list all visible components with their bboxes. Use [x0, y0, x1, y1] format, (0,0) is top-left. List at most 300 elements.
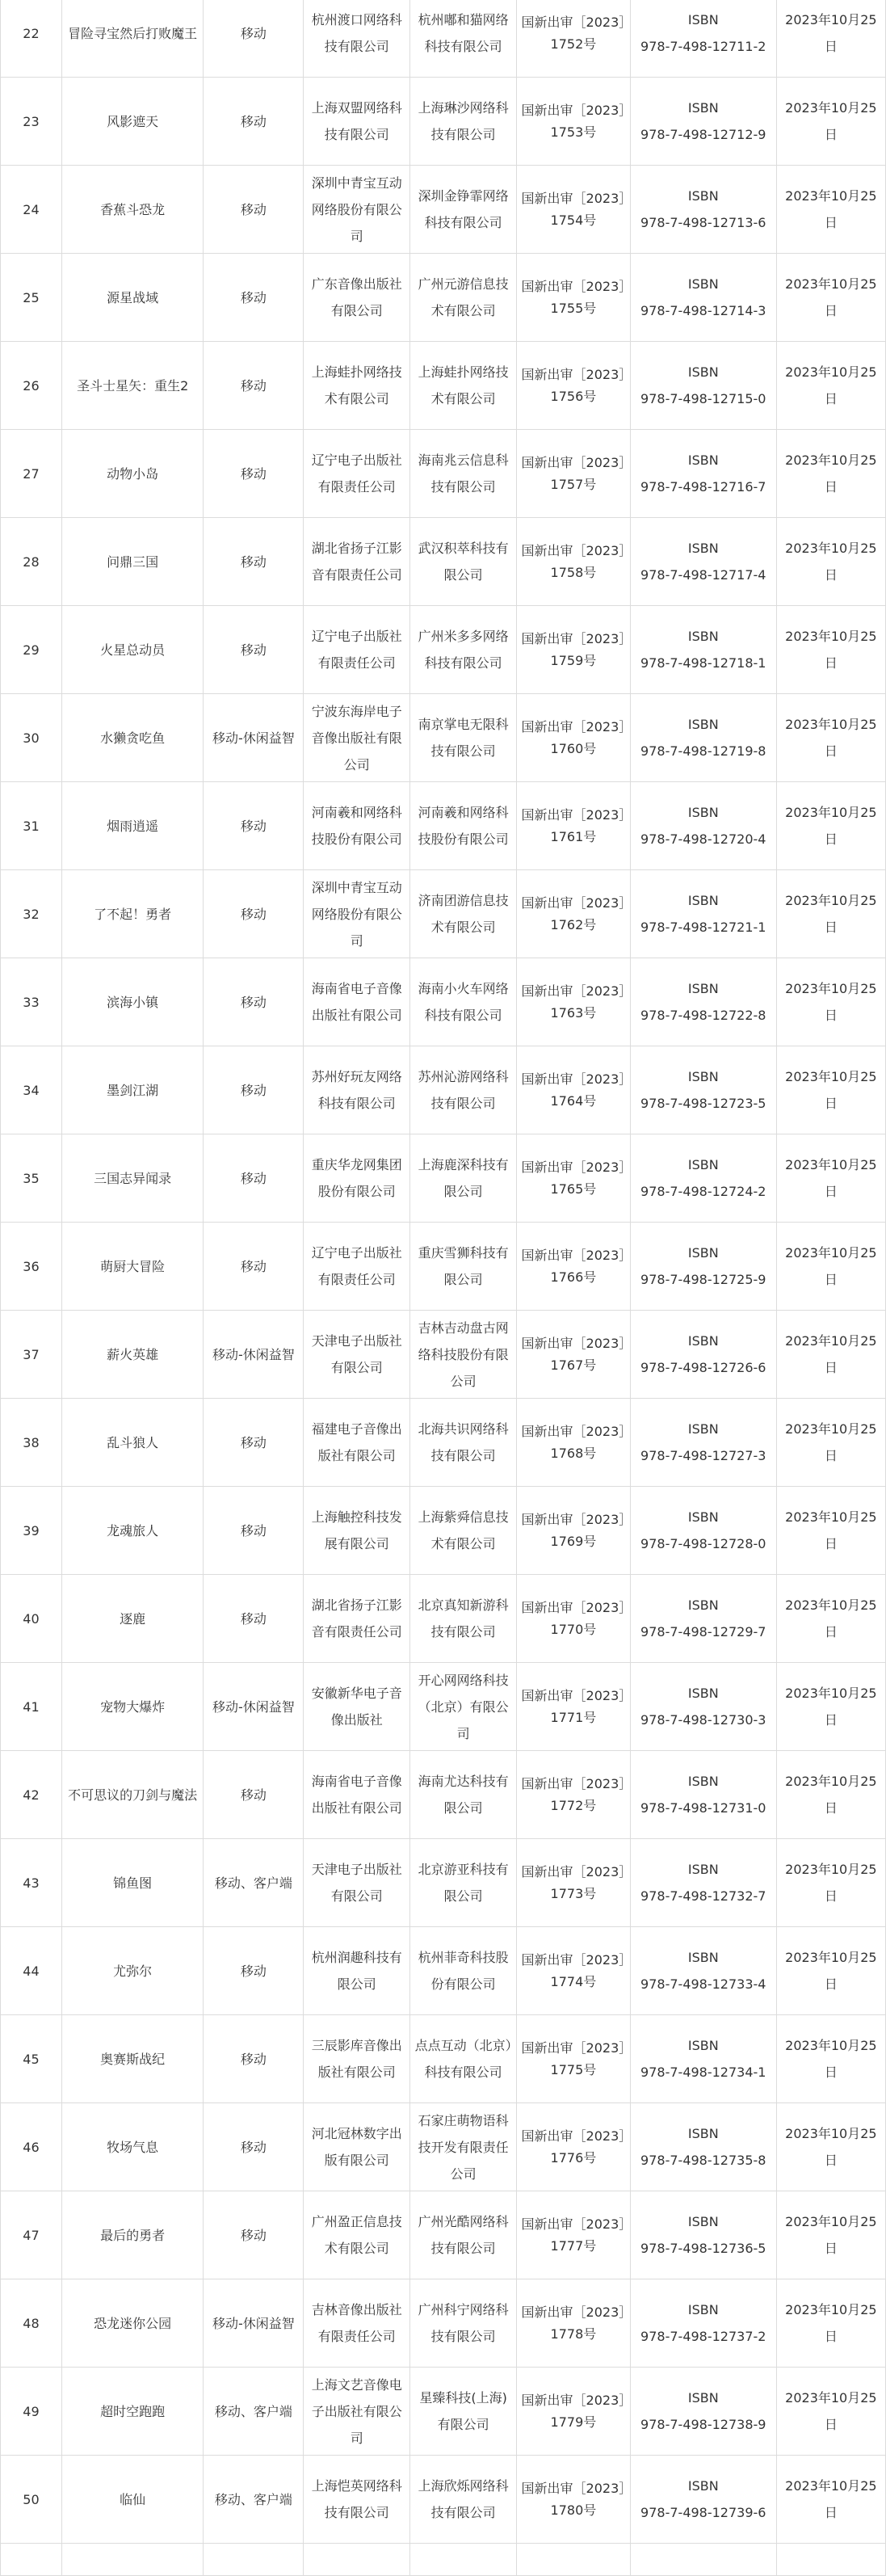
index-cell: 24 — [1, 166, 62, 254]
isbn-cell — [630, 0, 776, 78]
operator-cell: 吉林吉动盘古网络科技股份有限公司 — [410, 1311, 517, 1399]
approval-date-cell: 2023年10月25日 — [776, 78, 885, 166]
game-name-cell: 冒险寻宝然后打败魔王 — [61, 0, 203, 78]
publisher-cell: 广东音像出版社有限公司 — [304, 254, 410, 342]
publisher-cell: 辽宁电子出版社有限责任公司 — [304, 430, 410, 518]
approval-number-cell: 国新出审［2023］1771号 — [517, 1663, 631, 1751]
isbn-label: ISBN — [687, 893, 719, 908]
table-row — [1, 2015, 886, 2103]
operator-cell: 武汉积萃科技有限公司 — [410, 518, 517, 606]
operator-cell: 广州米多多网络科技有限公司 — [410, 606, 517, 694]
isbn-number: 978-7-498-12723-5 — [640, 1096, 766, 1111]
empty-cell — [204, 2544, 304, 2576]
isbn-cell — [630, 1927, 776, 2015]
table-row — [1, 1399, 886, 1487]
table-row — [1, 606, 886, 694]
publisher-cell: 湖北省扬子江影音有限责任公司 — [304, 1575, 410, 1663]
table-row — [1, 78, 886, 166]
isbn-cell — [630, 166, 776, 254]
publisher-cell: 海南省电子音像出版社有限公司 — [304, 1751, 410, 1839]
game-name-cell: 源星战域 — [61, 254, 203, 342]
empty-cell — [410, 2544, 517, 2576]
index-cell: 34 — [1, 1046, 62, 1134]
isbn-label: ISBN — [687, 2038, 719, 2053]
index-cell: 36 — [1, 1223, 62, 1311]
index-cell: 46 — [1, 2103, 62, 2191]
approval-date-cell: 2023年10月25日 — [776, 606, 885, 694]
approval-date-cell: 2023年10月25日 — [776, 870, 885, 958]
approval-number-cell: 国新出审［2023］1763号 — [517, 958, 631, 1046]
game-name-cell: 滨海小镇 — [61, 958, 203, 1046]
publisher-cell: 河北冠林数字出版有限公司 — [304, 2103, 410, 2191]
isbn-cell — [630, 958, 776, 1046]
approval-number-cell: 国新出审［2023］1765号 — [517, 1134, 631, 1223]
category-cell: 移动-休闲益智 — [204, 2279, 304, 2368]
isbn-cell — [630, 2015, 776, 2103]
approval-number-cell: 国新出审［2023］1760号 — [517, 694, 631, 782]
game-name-cell: 超时空跑跑 — [61, 2368, 203, 2456]
table-row — [1, 254, 886, 342]
category-cell: 移动、客户端 — [204, 2368, 304, 2456]
isbn-number: 978-7-498-12720-4 — [640, 831, 766, 847]
index-cell: 23 — [1, 78, 62, 166]
approval-date-cell: 2023年10月25日 — [776, 694, 885, 782]
isbn-number: 978-7-498-12727-3 — [640, 1448, 766, 1463]
index-cell: 43 — [1, 1839, 62, 1927]
approval-date-cell: 2023年10月25日 — [776, 166, 885, 254]
empty-cell — [517, 2544, 631, 2576]
operator-cell: 杭州嘟和猫网络科技有限公司 — [410, 0, 517, 78]
approval-number-cell: 国新出审［2023］1777号 — [517, 2191, 631, 2279]
isbn-label: ISBN — [687, 2126, 719, 2141]
approval-date-cell: 2023年10月25日 — [776, 342, 885, 430]
game-name-cell: 水獭贪吃鱼 — [61, 694, 203, 782]
isbn-number: 978-7-498-12712-9 — [640, 127, 766, 142]
approval-date-cell: 2023年10月25日 — [776, 430, 885, 518]
isbn-label: ISBN — [687, 1509, 719, 1525]
isbn-cell — [630, 1751, 776, 1839]
table-row — [1, 166, 886, 254]
category-cell: 移动 — [204, 606, 304, 694]
publisher-cell: 辽宁电子出版社有限责任公司 — [304, 606, 410, 694]
index-cell: 38 — [1, 1399, 62, 1487]
category-cell: 移动 — [204, 1134, 304, 1223]
index-cell: 31 — [1, 782, 62, 870]
category-cell: 移动 — [204, 78, 304, 166]
table-row — [1, 1487, 886, 1575]
isbn-label: ISBN — [687, 1157, 719, 1172]
approval-number-cell: 国新出审［2023］1779号 — [517, 2368, 631, 2456]
approval-number-cell: 国新出审［2023］1775号 — [517, 2015, 631, 2103]
approval-number-cell: 国新出审［2023］1752号 — [517, 0, 631, 78]
approval-number-cell: 国新出审［2023］1761号 — [517, 782, 631, 870]
isbn-label: ISBN — [687, 1597, 719, 1613]
table-row — [1, 342, 886, 430]
game-name-cell: 动物小岛 — [61, 430, 203, 518]
table-row — [1, 1311, 886, 1399]
category-cell: 移动 — [204, 254, 304, 342]
publisher-cell: 上海恺英网络科技有限公司 — [304, 2456, 410, 2544]
publisher-cell: 福建电子音像出版社有限公司 — [304, 1399, 410, 1487]
isbn-number: 978-7-498-12733-4 — [640, 1976, 766, 1992]
category-cell: 移动 — [204, 2015, 304, 2103]
operator-cell: 上海欣烁网络科技有限公司 — [410, 2456, 517, 2544]
publisher-cell: 上海蛙扑网络技术有限公司 — [304, 342, 410, 430]
isbn-label: ISBN — [687, 364, 719, 380]
game-name-cell: 宠物大爆炸 — [61, 1663, 203, 1751]
category-cell: 移动 — [204, 1046, 304, 1134]
isbn-cell — [630, 782, 776, 870]
isbn-cell — [630, 1487, 776, 1575]
table-row — [1, 1134, 886, 1223]
isbn-cell — [630, 2279, 776, 2368]
game-name-cell: 不可思议的刀剑与魔法 — [61, 1751, 203, 1839]
isbn-number: 978-7-498-12722-8 — [640, 1008, 766, 1023]
approval-number-cell: 国新出审［2023］1780号 — [517, 2456, 631, 2544]
index-cell: 50 — [1, 2456, 62, 2544]
isbn-number: 978-7-498-12716-7 — [640, 479, 766, 495]
isbn-number: 978-7-498-12713-6 — [640, 215, 766, 230]
operator-cell: 上海蛙扑网络技术有限公司 — [410, 342, 517, 430]
index-cell: 35 — [1, 1134, 62, 1223]
game-name-cell: 墨剑江湖 — [61, 1046, 203, 1134]
game-name-cell: 龙魂旅人 — [61, 1487, 203, 1575]
isbn-label: ISBN — [687, 629, 719, 644]
publisher-cell: 天津电子出版社有限公司 — [304, 1311, 410, 1399]
game-name-cell: 萌厨大冒险 — [61, 1223, 203, 1311]
approval-date-cell: 2023年10月25日 — [776, 2456, 885, 2544]
table-row — [1, 2456, 886, 2544]
isbn-number: 978-7-498-12736-5 — [640, 2241, 766, 2256]
category-cell: 移动 — [204, 342, 304, 430]
isbn-number: 978-7-498-12730-3 — [640, 1712, 766, 1728]
category-cell: 移动 — [204, 166, 304, 254]
publisher-cell: 杭州润趣科技有限公司 — [304, 1927, 410, 2015]
isbn-number: 978-7-498-12725-9 — [640, 1272, 766, 1287]
isbn-cell — [630, 2456, 776, 2544]
index-cell: 30 — [1, 694, 62, 782]
isbn-label: ISBN — [687, 12, 719, 27]
table-row-partial — [1, 2544, 886, 2576]
isbn-cell — [630, 1223, 776, 1311]
table-row — [1, 430, 886, 518]
category-cell: 移动 — [204, 2191, 304, 2279]
publisher-cell: 上海文艺音像电子出版社有限公司 — [304, 2368, 410, 2456]
category-cell: 移动 — [204, 870, 304, 958]
isbn-number: 978-7-498-12721-1 — [640, 920, 766, 935]
index-cell: 45 — [1, 2015, 62, 2103]
isbn-label: ISBN — [687, 1245, 719, 1261]
index-cell: 22 — [1, 0, 62, 78]
index-cell: 41 — [1, 1663, 62, 1751]
index-cell: 25 — [1, 254, 62, 342]
isbn-cell — [630, 518, 776, 606]
category-cell: 移动 — [204, 1927, 304, 2015]
game-name-cell: 逐鹿 — [61, 1575, 203, 1663]
isbn-label: ISBN — [687, 981, 719, 996]
operator-cell: 上海琳沙网络科技有限公司 — [410, 78, 517, 166]
isbn-number: 978-7-498-12739-6 — [640, 2505, 766, 2520]
table-row — [1, 2368, 886, 2456]
operator-cell: 开心网网络科技（北京）有限公司 — [410, 1663, 517, 1751]
empty-cell — [630, 2544, 776, 2576]
operator-cell: 石家庄萌物语科技开发有限责任公司 — [410, 2103, 517, 2191]
empty-cell — [776, 2544, 885, 2576]
isbn-cell — [630, 1839, 776, 1927]
isbn-number: 978-7-498-12714-3 — [640, 303, 766, 318]
category-cell: 移动 — [204, 1223, 304, 1311]
table-row — [1, 958, 886, 1046]
approval-date-cell: 2023年10月25日 — [776, 1927, 885, 2015]
operator-cell: 广州元游信息技术有限公司 — [410, 254, 517, 342]
operator-cell: 广州科宁网络科技有限公司 — [410, 2279, 517, 2368]
category-cell: 移动-休闲益智 — [204, 1311, 304, 1399]
approval-date-cell: 2023年10月25日 — [776, 1663, 885, 1751]
empty-cell — [1, 2544, 62, 2576]
table-body — [1, 0, 886, 2576]
publisher-cell: 深圳中青宝互动网络股份有限公司 — [304, 870, 410, 958]
game-name-cell: 尤弥尔 — [61, 1927, 203, 2015]
isbn-number: 978-7-498-12735-8 — [640, 2153, 766, 2168]
publisher-cell: 海南省电子音像出版社有限公司 — [304, 958, 410, 1046]
category-cell: 移动 — [204, 1751, 304, 1839]
index-cell: 42 — [1, 1751, 62, 1839]
category-cell: 移动-休闲益智 — [204, 694, 304, 782]
approval-date-cell: 2023年10月25日 — [776, 1487, 885, 1575]
game-name-cell: 牧场气息 — [61, 2103, 203, 2191]
operator-cell: 重庆雪狮科技有限公司 — [410, 1223, 517, 1311]
category-cell: 移动 — [204, 518, 304, 606]
game-name-cell: 了不起！勇者 — [61, 870, 203, 958]
isbn-number: 978-7-498-12737-2 — [640, 2329, 766, 2344]
category-cell: 移动、客户端 — [204, 2456, 304, 2544]
table-row — [1, 1839, 886, 1927]
isbn-label: ISBN — [687, 1774, 719, 1789]
category-cell: 移动 — [204, 430, 304, 518]
table-row — [1, 2279, 886, 2368]
publisher-cell: 天津电子出版社有限公司 — [304, 1839, 410, 1927]
operator-cell: 济南团游信息技术有限公司 — [410, 870, 517, 958]
approval-date-cell: 2023年10月25日 — [776, 2279, 885, 2368]
publisher-cell: 深圳中青宝互动网络股份有限公司 — [304, 166, 410, 254]
isbn-cell — [630, 1663, 776, 1751]
operator-cell: 点点互动（北京）科技有限公司 — [410, 2015, 517, 2103]
table-row — [1, 1751, 886, 1839]
isbn-label: ISBN — [687, 1950, 719, 1965]
isbn-number: 978-7-498-12719-8 — [640, 743, 766, 759]
isbn-cell — [630, 1399, 776, 1487]
operator-cell: 北京游亚科技有限公司 — [410, 1839, 517, 1927]
operator-cell: 河南羲和网络科技股份有限公司 — [410, 782, 517, 870]
isbn-label: ISBN — [687, 1421, 719, 1437]
isbn-cell — [630, 606, 776, 694]
index-cell: 32 — [1, 870, 62, 958]
isbn-number: 978-7-498-12718-1 — [640, 655, 766, 671]
isbn-label: ISBN — [687, 1333, 719, 1349]
approval-number-cell: 国新出审［2023］1764号 — [517, 1046, 631, 1134]
isbn-number: 978-7-498-12738-9 — [640, 2417, 766, 2432]
approval-number-cell: 国新出审［2023］1762号 — [517, 870, 631, 958]
publisher-cell: 杭州渡口网络科技有限公司 — [304, 0, 410, 78]
index-cell: 37 — [1, 1311, 62, 1399]
isbn-cell — [630, 694, 776, 782]
approval-date-cell: 2023年10月25日 — [776, 518, 885, 606]
approval-number-cell: 国新出审［2023］1754号 — [517, 166, 631, 254]
operator-cell: 上海紫舜信息技术有限公司 — [410, 1487, 517, 1575]
game-name-cell: 恐龙迷你公园 — [61, 2279, 203, 2368]
publisher-cell: 辽宁电子出版社有限责任公司 — [304, 1223, 410, 1311]
operator-cell: 海南尤达科技有限公司 — [410, 1751, 517, 1839]
isbn-number: 978-7-498-12724-2 — [640, 1184, 766, 1199]
game-name-cell: 锦鱼图 — [61, 1839, 203, 1927]
game-name-cell: 问鼎三国 — [61, 518, 203, 606]
approval-date-cell: 2023年10月25日 — [776, 254, 885, 342]
isbn-cell — [630, 2191, 776, 2279]
game-name-cell: 三国志异闻录 — [61, 1134, 203, 1223]
approval-date-cell: 2023年10月25日 — [776, 958, 885, 1046]
isbn-label: ISBN — [687, 2390, 719, 2406]
table-row — [1, 1927, 886, 2015]
game-name-cell: 烟雨逍遥 — [61, 782, 203, 870]
approval-date-cell: 2023年10月25日 — [776, 1134, 885, 1223]
isbn-cell — [630, 342, 776, 430]
approval-date-cell: 2023年10月25日 — [776, 0, 885, 78]
approval-number-cell: 国新出审［2023］1768号 — [517, 1399, 631, 1487]
isbn-cell — [630, 2103, 776, 2191]
approval-date-cell: 2023年10月25日 — [776, 1311, 885, 1399]
approval-number-cell: 国新出审［2023］1766号 — [517, 1223, 631, 1311]
approval-date-cell: 2023年10月25日 — [776, 1223, 885, 1311]
index-cell: 28 — [1, 518, 62, 606]
publisher-cell: 吉林音像出版社有限责任公司 — [304, 2279, 410, 2368]
publisher-cell: 湖北省扬子江影音有限责任公司 — [304, 518, 410, 606]
isbn-number: 978-7-498-12726-6 — [640, 1360, 766, 1375]
isbn-cell — [630, 78, 776, 166]
publisher-cell: 上海触控科技发展有限公司 — [304, 1487, 410, 1575]
operator-cell: 苏州沁游网络科技有限公司 — [410, 1046, 517, 1134]
table-row — [1, 1663, 886, 1751]
isbn-cell — [630, 1311, 776, 1399]
category-cell: 移动 — [204, 782, 304, 870]
isbn-label: ISBN — [687, 541, 719, 556]
operator-cell: 北京真知新游科技有限公司 — [410, 1575, 517, 1663]
isbn-label: ISBN — [687, 1069, 719, 1084]
isbn-number: 978-7-498-12715-0 — [640, 391, 766, 406]
publisher-cell: 重庆华龙网集团股份有限公司 — [304, 1134, 410, 1223]
approval-date-cell: 2023年10月25日 — [776, 1751, 885, 1839]
operator-cell: 星臻科技(上海)有限公司 — [410, 2368, 517, 2456]
table-row — [1, 1575, 886, 1663]
approval-date-cell: 2023年10月25日 — [776, 782, 885, 870]
approval-number-cell: 国新出审［2023］1770号 — [517, 1575, 631, 1663]
publisher-cell: 上海双盟网络科技有限公司 — [304, 78, 410, 166]
table-row — [1, 870, 886, 958]
isbn-cell — [630, 870, 776, 958]
game-name-cell: 乱斗狼人 — [61, 1399, 203, 1487]
operator-cell: 北海共识网络科技有限公司 — [410, 1399, 517, 1487]
isbn-label: ISBN — [687, 1686, 719, 1701]
approval-number-cell: 国新出审［2023］1773号 — [517, 1839, 631, 1927]
category-cell: 移动、客户端 — [204, 1839, 304, 1927]
approval-number-cell: 国新出审［2023］1759号 — [517, 606, 631, 694]
game-name-cell: 圣斗士星矢：重生2 — [61, 342, 203, 430]
category-cell: 移动 — [204, 2103, 304, 2191]
approval-number-cell: 国新出审［2023］1776号 — [517, 2103, 631, 2191]
index-cell: 40 — [1, 1575, 62, 1663]
isbn-label: ISBN — [687, 452, 719, 468]
approval-date-cell: 2023年10月25日 — [776, 2368, 885, 2456]
operator-cell: 南京掌电无限科技有限公司 — [410, 694, 517, 782]
isbn-cell — [630, 430, 776, 518]
isbn-number: 978-7-498-12731-0 — [640, 1800, 766, 1816]
category-cell: 移动 — [204, 1399, 304, 1487]
isbn-number: 978-7-498-12732-7 — [640, 1888, 766, 1904]
approval-number-cell: 国新出审［2023］1753号 — [517, 78, 631, 166]
table-row — [1, 1223, 886, 1311]
category-cell: 移动-休闲益智 — [204, 1663, 304, 1751]
approval-number-cell: 国新出审［2023］1758号 — [517, 518, 631, 606]
isbn-number: 978-7-498-12734-1 — [640, 2065, 766, 2080]
approval-number-cell: 国新出审［2023］1772号 — [517, 1751, 631, 1839]
approval-number-cell: 国新出审［2023］1778号 — [517, 2279, 631, 2368]
isbn-cell — [630, 254, 776, 342]
game-name-cell: 临仙 — [61, 2456, 203, 2544]
category-cell: 移动 — [204, 958, 304, 1046]
isbn-cell — [630, 2368, 776, 2456]
index-cell: 47 — [1, 2191, 62, 2279]
index-cell: 27 — [1, 430, 62, 518]
index-cell: 39 — [1, 1487, 62, 1575]
isbn-number: 978-7-498-12711-2 — [640, 39, 766, 54]
isbn-cell — [630, 1046, 776, 1134]
table-row — [1, 2191, 886, 2279]
publisher-cell: 河南羲和网络科技股份有限公司 — [304, 782, 410, 870]
isbn-label: ISBN — [687, 2478, 719, 2494]
approval-number-cell: 国新出审［2023］1769号 — [517, 1487, 631, 1575]
game-name-cell: 奥赛斯战纪 — [61, 2015, 203, 2103]
index-cell: 44 — [1, 1927, 62, 2015]
publisher-cell: 宁波东海岸电子音像出版社有限公司 — [304, 694, 410, 782]
operator-cell: 上海鹿深科技有限公司 — [410, 1134, 517, 1223]
approval-date-cell: 2023年10月25日 — [776, 2103, 885, 2191]
publisher-cell: 安徽新华电子音像出版社 — [304, 1663, 410, 1751]
table-row — [1, 782, 886, 870]
game-name-cell: 香蕉斗恐龙 — [61, 166, 203, 254]
index-cell: 26 — [1, 342, 62, 430]
game-name-cell: 最后的勇者 — [61, 2191, 203, 2279]
approval-number-cell: 国新出审［2023］1774号 — [517, 1927, 631, 2015]
approval-date-cell: 2023年10月25日 — [776, 1839, 885, 1927]
game-name-cell: 薪火英雄 — [61, 1311, 203, 1399]
approval-number-cell: 国新出审［2023］1756号 — [517, 342, 631, 430]
isbn-number: 978-7-498-12728-0 — [640, 1536, 766, 1551]
isbn-label: ISBN — [687, 2302, 719, 2317]
isbn-cell — [630, 1134, 776, 1223]
approval-date-cell: 2023年10月25日 — [776, 2015, 885, 2103]
operator-cell: 深圳金铮霏网络科技有限公司 — [410, 166, 517, 254]
operator-cell: 广州光酷网络科技有限公司 — [410, 2191, 517, 2279]
index-cell: 33 — [1, 958, 62, 1046]
isbn-number: 978-7-498-12717-4 — [640, 567, 766, 583]
approval-number-cell: 国新出审［2023］1767号 — [517, 1311, 631, 1399]
category-cell: 移动 — [204, 1487, 304, 1575]
table-row — [1, 0, 886, 78]
game-name-cell: 风影遮天 — [61, 78, 203, 166]
publisher-cell: 广州盈正信息技术有限公司 — [304, 2191, 410, 2279]
isbn-label: ISBN — [687, 1862, 719, 1877]
isbn-label: ISBN — [687, 188, 719, 204]
game-name-cell: 火星总动员 — [61, 606, 203, 694]
